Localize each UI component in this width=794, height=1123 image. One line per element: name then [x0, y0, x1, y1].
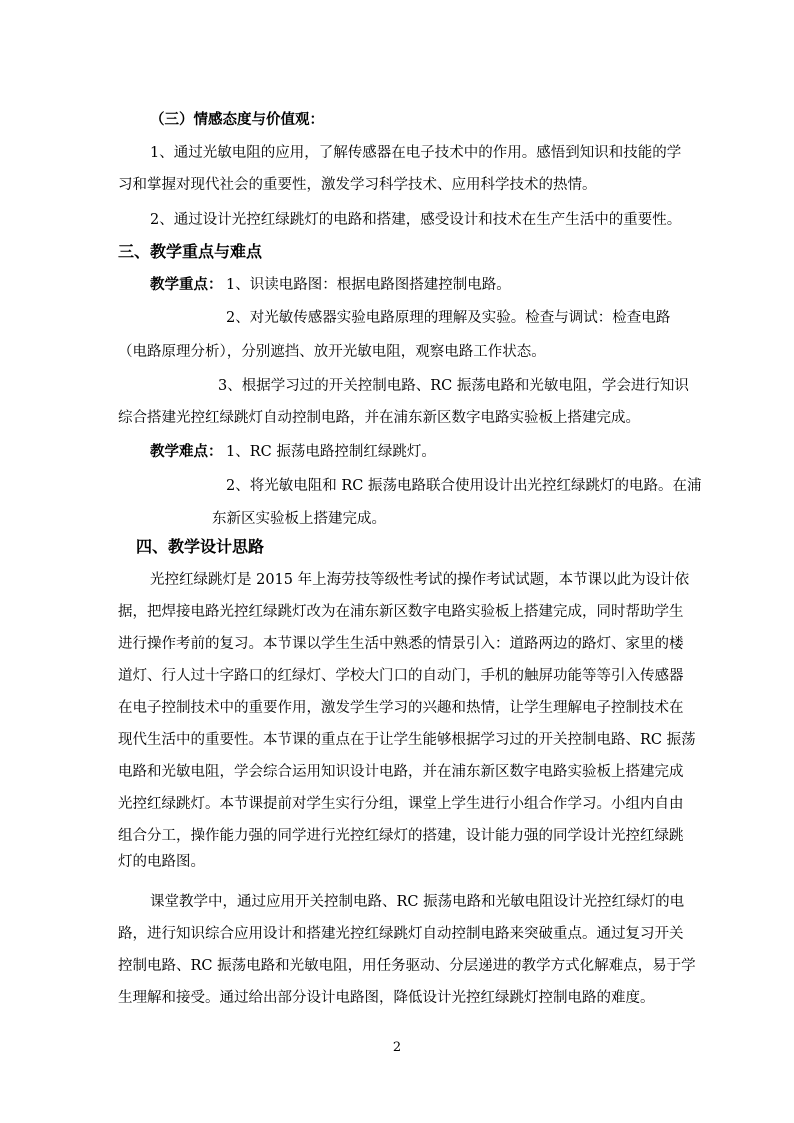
key-point-3-line2: 综合搭建光控红绿跳灯自动控制电路，并在浦东新区数字电路实验板上搭建完成。: [118, 410, 640, 426]
key-points-label: 教学重点：: [150, 276, 223, 293]
key-point-2-line2: （电路原理分析），分别遮挡、放开光敏电阻，观察电路工作状态。: [118, 344, 546, 360]
s3-paragraph1-line1: 1、通过光敏电阻的应用，了解传感器在电子技术中的作用。感悟到知识和技能的学: [150, 145, 682, 161]
design-paragraph1-line: 灯的电路图。: [118, 854, 205, 870]
design-paragraph1-line: 光控红绿跳灯。本节课提前对学生实行分组，课堂上学生进行小组合作学习。小组内自由: [118, 796, 684, 812]
difficulty-point-2-line2: 东新区实验板上搭建完成。: [212, 511, 386, 527]
design-paragraph2-line: 生理解和接受。通过给出部分设计电路图，降低设计光控红绿跳灯控制电路的难度。: [118, 990, 655, 1006]
page-number: 2: [392, 1040, 402, 1055]
difficulty-point-1: 1、RC 振荡电路控制红绿跳灯。: [226, 444, 436, 460]
key-point-3-line1: 3、根据学习过的开关控制电路、RC 振荡电路和光敏电阻，学会进行知识: [218, 378, 689, 394]
design-paragraph1-line: 电路和光敏电阻，学会综合运用知识设计电路，并在浦东新区数字电路实验板上搭建完成: [118, 764, 684, 780]
design-paragraph1-line: 据，把焊接电路光控红绿跳灯改为在浦东新区数字电路实验板上搭建完成，同时帮助学生: [118, 604, 684, 620]
section3-heading: （三）情感态度与价值观：: [150, 111, 324, 128]
design-paragraph1-line: 道灯、行人过十字路口的红绿灯、学校大门口的自动门，手机的触屏功能等等引入传感器: [118, 668, 684, 684]
design-paragraph1-line: 光控红绿跳灯是 2015 年上海劳技等级性考试的操作考试试题，本节课以此为设计依: [150, 572, 690, 588]
design-paragraph2-line: 控制电路、RC 振荡电路和光敏电阻，用任务驱动、分层递进的教学方式化解难点，易于学: [118, 958, 696, 974]
s3-paragraph2: 2、通过设计光控红绿跳灯的电路和搭建，感受设计和技术在生产生活中的重要性。: [150, 212, 682, 228]
s3-paragraph1-line2: 习和掌握对现代社会的重要性，激发学习科学技术、应用科学技术的热情。: [118, 177, 597, 193]
design-paragraph1-line: 在电子控制技术中的重要作用，激发学生学习的兴趣和热情，让学生理解电子控制技术在: [118, 700, 684, 716]
key-point-1: 1、识读电路图：根据电路图搭建控制电路。: [226, 277, 511, 293]
design-paragraph1-line: 进行操作考前的复习。本节课以学生生活中熟悉的情景引入：道路两边的路灯、家里的楼: [118, 636, 684, 652]
key-point-2-line1: 2、对光敏传感器实验电路原理的理解及实验。检查与调试：检查电路: [226, 310, 671, 326]
difficulty-point-2-line1: 2、将光敏电阻和 RC 振荡电路联合使用设计出光控红绿跳灯的电路。在浦: [226, 478, 702, 494]
heading-key-difficulty: 三、教学重点与难点: [118, 242, 263, 261]
design-paragraph2-line: 课堂教学中，通过应用开关控制电路、RC 振荡电路和光敏电阻设计光控红绿灯的电: [150, 894, 685, 910]
heading-design-ideas: 四、教学设计思路: [136, 537, 265, 556]
design-paragraph1-line: 组合分工，操作能力强的同学进行光控红绿灯的搭建，设计能力强的同学设计光控红绿跳: [118, 828, 684, 844]
design-paragraph2-line: 路，进行知识综合应用设计和搭建光控红绿跳灯自动控制电路来突破重点。通过复习开关: [118, 926, 684, 942]
design-paragraph1-line: 现代生活中的重要性。本节课的重点在于让学生能够根据学习过的开关控制电路、RC 振荡: [118, 732, 696, 748]
difficulty-label: 教学难点：: [150, 443, 223, 460]
